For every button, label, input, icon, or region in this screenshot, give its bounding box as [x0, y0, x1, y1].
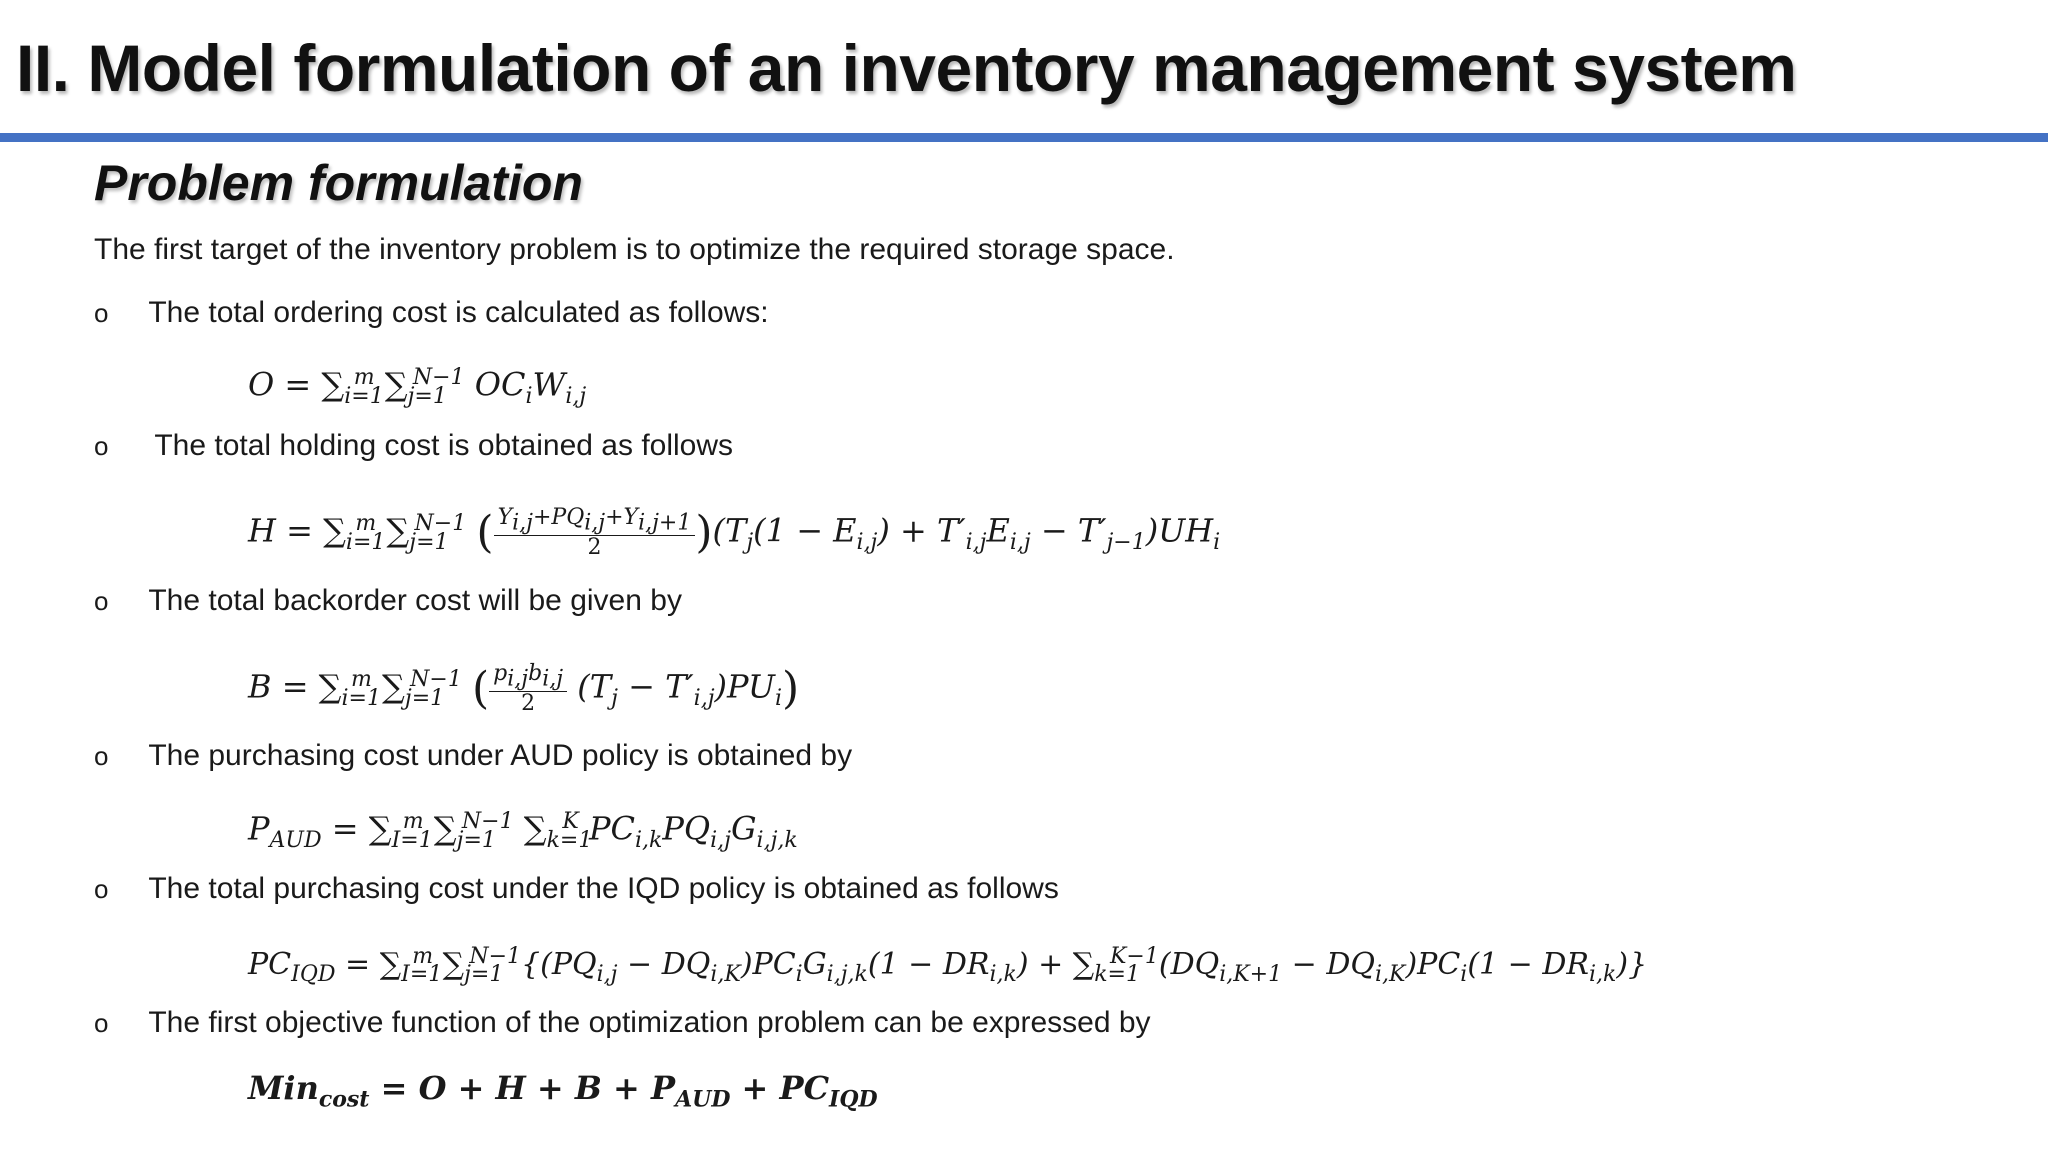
bullet-iqd [94, 869, 1059, 909]
bullet-marker: o [94, 431, 109, 461]
bullet-text: The total purchasing cost under the IQD policy is obtained as follows [148, 872, 1059, 905]
bullet-marker: o [94, 586, 109, 616]
bullet-marker: o [94, 298, 109, 328]
bullet-marker: o [94, 874, 109, 904]
bullet-objective [94, 1003, 1151, 1043]
slide-title: II. Model formulation of an inventory management system [16, 31, 1797, 105]
bullet-marker: o [94, 1008, 109, 1038]
bullet-holding [94, 426, 733, 466]
formula-aud-cost: $P_{AUD} = \sum_{I=1}^m$ $\sum_{j=1}^{N-1}$ $\sum_{k=1}^K$ $PC_{i,k}PQ_{i,j}G_{i,j,k}$ [248, 809, 798, 854]
formula-iqd-cost: $PC_{IQD} = \sum_{I=1}^m$ $\sum_{j=1}^{N-1}\{(PQ_{i,j} - DQ_{i,K})PC_iG_{i,j,k}(1 - DR_{i,k}) + \sum_{k=1}^{K-1}(DQ_{i,K+1} - DQ_{i,K})PC_i(1 - DR_{i,k})\}$ [248, 944, 1648, 987]
section-title: Problem formulation [94, 155, 583, 211]
bullet-aud [94, 736, 852, 776]
bullet-text: The purchasing cost under AUD policy is obtained by [148, 739, 853, 772]
bullet-text: The total ordering cost is calculated as follows: [148, 296, 769, 329]
formula-holding-cost: $H = \sum_{i=1}^m$ $\sum_{j=1}^{N-1}$ ( $\frac{Y_{i,j}+PQ_{i,j}+Y_{i,j+1}}{2}$ )$(T_j(1 - E_{i,j}) + T'_{i,j}E_{i,j} - T'_{j-1})UH_i$ [248, 504, 1221, 561]
intro-text: The first target of the inventory problem is to optimize the required storage space. [94, 233, 1175, 266]
bullet-backorder [94, 581, 682, 621]
formula-ordering-cost: $O = \sum_{i=1}^m$ $\sum_{j=1}^{N-1}$ $OC_iW_{i,j}$ [248, 365, 587, 410]
formula-backorder-cost: $B = \sum_{i=1}^m$ $\sum_{j=1}^{N-1}$ ( $\frac{p_{i,j}b_{i,j}}{2}$ $(T_j - T'_{i,j})PU_i$) [248, 660, 800, 717]
title-underline [0, 133, 2048, 142]
bullet-text: The total backorder cost will be given by [148, 584, 682, 617]
bullet-ordering [94, 293, 769, 333]
bullet-marker: o [94, 741, 109, 771]
bullet-text: The first objective function of the optimization problem can be expressed by [148, 1006, 1151, 1039]
formula-objective: $Min_{cost} = O + H + B + P_{AUD} + PC_{IQD}$ [248, 1069, 878, 1113]
bullet-text: The total holding cost is obtained as follows [154, 429, 734, 462]
